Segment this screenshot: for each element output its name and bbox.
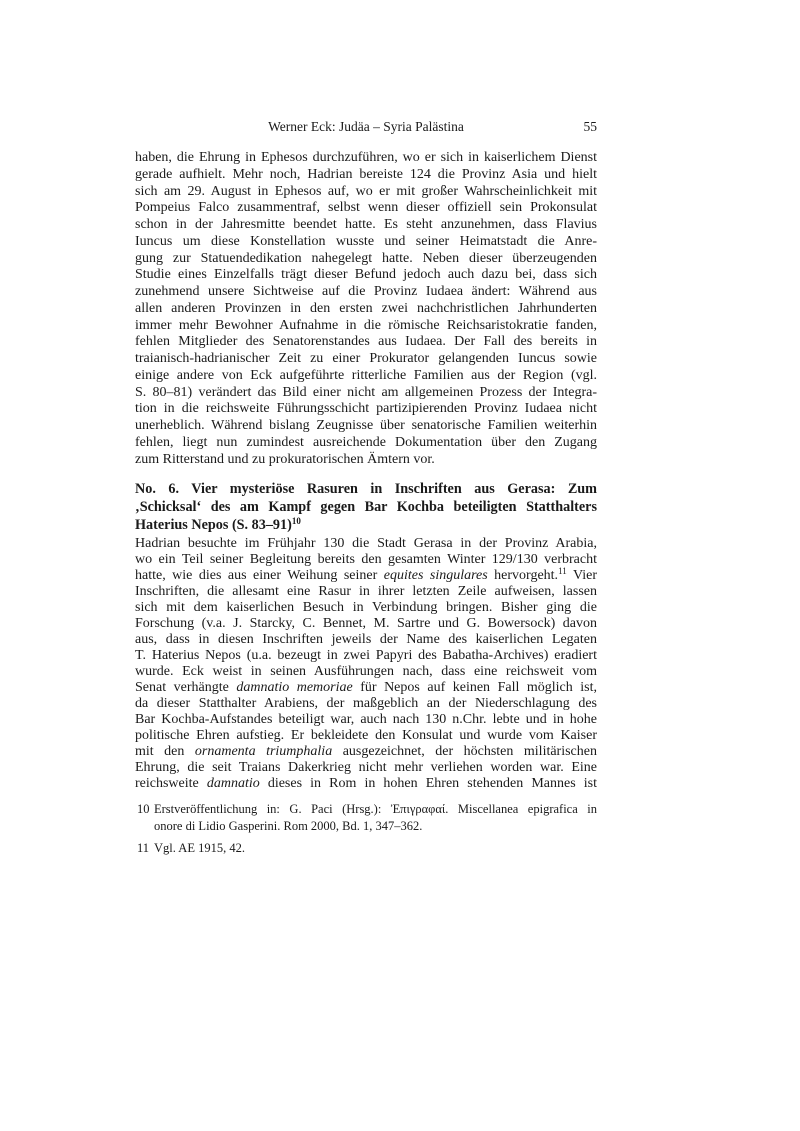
text-line: S. 80–81) verändert das Bild einer nicht am allgemeinen Prozess der Integra- xyxy=(135,384,597,400)
italic-term: damnatio memoriae xyxy=(236,680,353,695)
text-line: Studie eines Einzelfalls trägt dieser Befund jedoch auch dazu bei, dass sich xyxy=(135,267,597,283)
text-line: gung zur Statuendedikation nahegelegt hatte. Neben dieser überzeugenden xyxy=(135,250,597,266)
text-line: zum Ritterstand und zu prokuratorischen Ämtern vor. xyxy=(135,451,435,467)
running-header xyxy=(135,119,597,137)
text-line: zunehmend unsere Sichtweise auf die Provinz Iudaea ändert: Während aus xyxy=(135,284,597,299)
text-line xyxy=(135,568,597,584)
text-run: hervorgeht. xyxy=(487,568,559,583)
text-line xyxy=(135,680,597,696)
text-line: No. 6. Vier mysteriöse Rasuren in Inschriften aus Gerasa: Zum xyxy=(135,481,597,497)
text-line: Erstveröffentlichung in: G. Paci (Hrsg.): Ἐπιγραφαί. Miscellanea epigrafica in xyxy=(154,802,597,816)
text-run: für Nepos auf keinen Fall möglich ist, xyxy=(352,680,597,695)
paragraph-2 xyxy=(135,536,597,792)
text-line: Iuncus um diese Konstellation wusste und seiner Heimatstadt die Anre- xyxy=(135,233,597,249)
text-run: Vier xyxy=(566,568,597,583)
text-line: ‚Schicksal‘ des am Kampf gegen Bar Kochba beteiligten Statthalters xyxy=(135,499,597,515)
text-line: gerade aufhielt. Mehr noch, Hadrian bereiste 124 die Provinz Asia und hielt xyxy=(135,166,597,182)
text-line: Vgl. AE 1915, 42. xyxy=(154,841,245,855)
text-line: sich mit dem kaiserlichen Besuch in Verbindung bringen. Bisher ging die xyxy=(135,600,597,615)
italic-term: equites singulares xyxy=(383,568,488,583)
text-line: onore di Lidio Gasperini. Rom 2000, Bd. 1, 347–362. xyxy=(154,818,423,833)
text-run: ausgezeichnet, der höchsten militärischen xyxy=(332,744,597,759)
text-line: wo ein Teil seiner Begleitung bereits den gesamten Winter 129/130 verbracht xyxy=(135,552,597,567)
text-line: haben, die Ehrung in Ephesos durchzuführen, wo er sich in kaiserlichem Dienst xyxy=(135,150,597,165)
italic-term: ornamenta triumphalia xyxy=(194,744,333,759)
italic-term: damnatio xyxy=(206,776,260,791)
text-line: Hadrian besuchte im Frühjahr 130 die Stadt Gerasa in der Provinz Arabia, xyxy=(135,536,597,551)
text-line: fehlen Mitglieder des Senatorenstandes aus Iudaea. Der Fall des bereits in xyxy=(135,334,597,350)
text-line: Inschriften, die allesamt eine Rasur in ihrer letzten Zeile aufweisen, lassen xyxy=(135,584,597,599)
text-line xyxy=(135,776,597,792)
text-run: Haterius Nepos (S. 83–91) xyxy=(135,517,292,533)
text-run: reichsweite xyxy=(135,776,207,791)
footnote-11 xyxy=(137,840,597,857)
text-run: Senat verhängte xyxy=(135,680,237,695)
footnote-10 xyxy=(137,801,597,834)
text-line: schon in der Jahresmitte beendet hatte. Es steht anzunehmen, dass Flavius xyxy=(135,217,597,232)
section-heading xyxy=(135,480,597,534)
text-line: einige andere von Eck aufgeführte ritterliche Familien aus der Region (vgl. xyxy=(135,367,597,383)
text-line xyxy=(135,744,597,760)
text-line: traianisch-hadrianischer Zeit zu einer Prokurator gelangenden Iuncus sowie xyxy=(135,351,597,366)
text-line: da dieser Statthalter Arabiens, der maßgeblich an der Niederschlagung des xyxy=(135,696,597,711)
text-line: T. Haterius Nepos (u.a. bezeugt in zwei Papyri des Babatha-Archives) eradiert xyxy=(135,648,597,663)
text-line: Pompeius Falco zusammentraf, selbst wenn dieser offiziell sein Prokonsulat xyxy=(135,200,597,216)
text-line: allen anderen Provinzen in den ersten zwei nachchristlichen Jahrhunderten xyxy=(135,300,597,316)
text-line: aus, dass in diesen Inschriften jeweils der Name des kaiserlichen Legaten xyxy=(135,632,597,647)
text-run: hatte, wie dies aus einer Weihung seiner xyxy=(135,568,384,583)
text-run: mit den xyxy=(135,744,195,759)
text-line: tion in die reichsweite Führungsschicht partizipierenden Provinz Iudaea nicht xyxy=(135,401,597,417)
text-run: dieses in Rom in hohen Ehren stehenden Mannes ist xyxy=(259,776,597,791)
text-line xyxy=(135,516,597,534)
text-line: fehlen, liegt nun zumindest ausreichende Dokumentation über den Zugang xyxy=(135,434,597,450)
footnote-ref: 10 xyxy=(291,516,301,526)
paragraph-1 xyxy=(135,150,597,468)
footnote-number: 10 xyxy=(137,802,150,816)
text-line: wurde. Eck weist in seinen Ausführungen nach, dass eine reichsweit vom xyxy=(135,664,597,679)
running-title: Werner Eck: Judäa – Syria Palästina xyxy=(268,119,464,134)
text-line: Ehrung, die seit Traians Dakerkrieg nicht mehr verliehen worden war. Eine xyxy=(135,760,597,775)
footnote-number: 11 xyxy=(137,841,150,855)
text-line: immer mehr Bewohner Aufnahme in die römische Reichsaristokratie fanden, xyxy=(135,317,597,333)
text-line: Bar Kochba-Aufstandes beteiligt war, auch nach 130 n.Chr. lebte und in hohe xyxy=(135,712,597,727)
page-number: 55 xyxy=(583,119,597,134)
text-line: politische Ehren aufstieg. Er bekleidete den Konsulat und wurde vom Kaiser xyxy=(135,728,597,743)
text-line: sich am 29. August in Ephesos auf, wo er mit großer Wahrscheinlichkeit mit xyxy=(135,183,597,199)
text-line: unerheblich. Während bislang Zeugnisse über senatorische Familien weiterhin xyxy=(135,418,597,433)
footnote-ref: 11 xyxy=(558,566,567,576)
text-line: Forschung (v.a. J. Starcky, C. Bennet, M. Sartre und G. Bowersock) davon xyxy=(135,616,597,631)
